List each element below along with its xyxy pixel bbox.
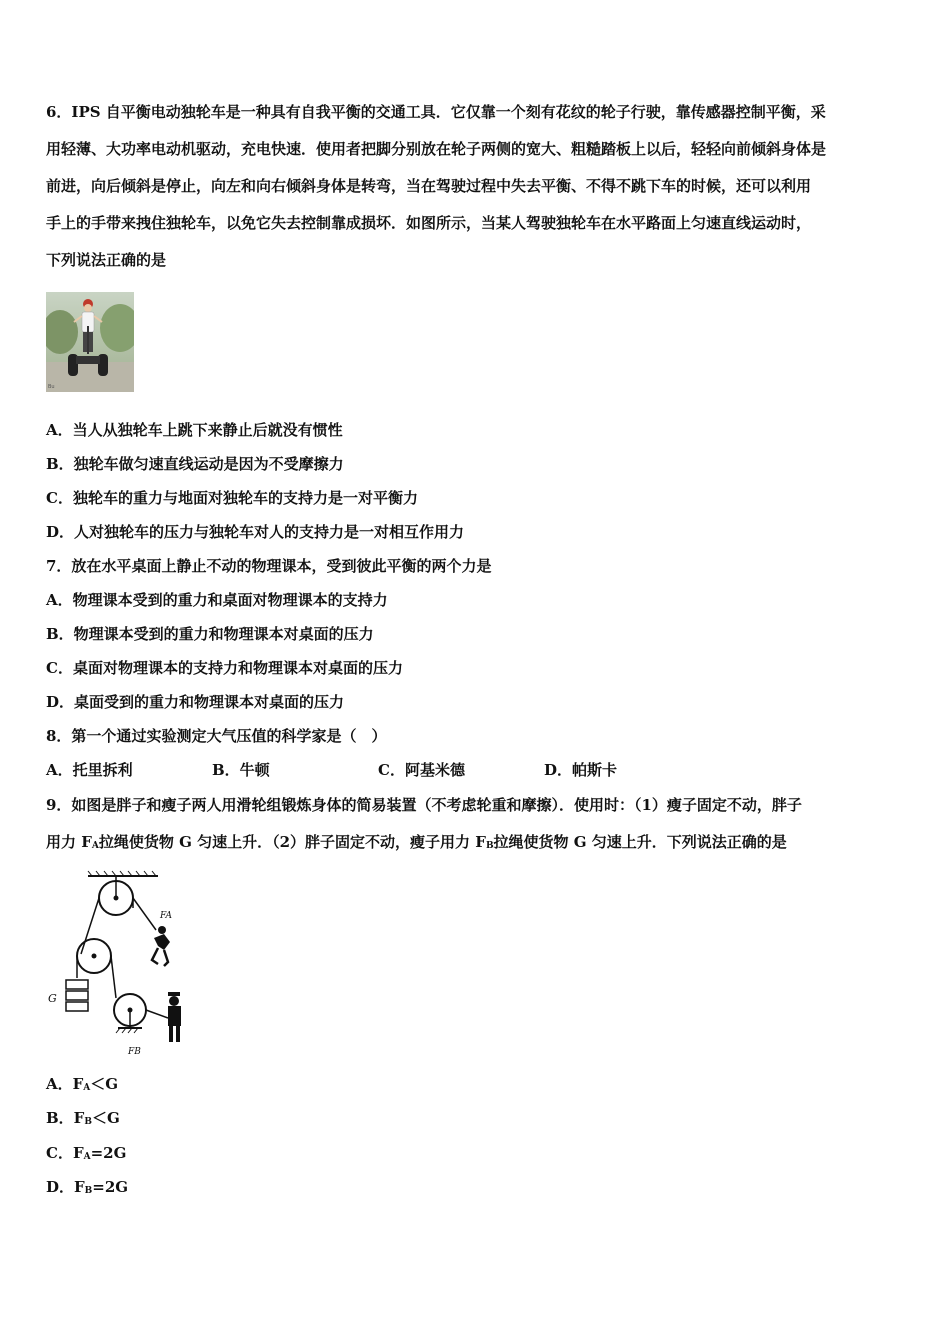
q9-sub-b: B — [485, 841, 494, 851]
q7-option-d: D．桌面受到的重力和物理课本对桌面的压力 — [46, 693, 345, 711]
q8-stem: 8．第一个通过实验测定大气压值的科学家是（ ） — [46, 727, 387, 745]
q7-stem: 7．放在水平桌面上静止不动的物理课本，受到彼此平衡的两个力是 — [46, 557, 492, 575]
q8-option-b: B．牛顿 — [212, 761, 270, 779]
q8-option-d: D．帕斯卡 — [544, 761, 618, 779]
q9-option-a: A．$F_A<G$ — [46, 1075, 119, 1093]
q9-stem-line-1: 9．如图是胖子和瘦子两人用滑轮组锻炼身体的简易装置（不考虑轮重和摩擦）．使用时：（1）瘦子固定不动，胖子 — [46, 796, 802, 814]
q9-option-c: C．$F_A=2G$ — [46, 1144, 127, 1162]
q6-line-2: 用轻薄、大功率电动机驱动，充电快速．使用者把脚分别放在轮子两侧的宽大、粗糙踏板上以后，轻轻向前倾斜身体是 — [46, 140, 827, 158]
q7-option-a: A．物理课本受到的重力和桌面对物理课本的支持力 — [46, 591, 388, 609]
q9-pulley-diagram — [46, 868, 196, 1058]
q6-line-4: 手上的手带来拽住独轮车，以免它失去控制靠成损坏．如图所示，当某人驾驶独轮车在水平路面上匀速直线运动时， — [46, 214, 812, 232]
q8-option-a: A．托里拆利 — [46, 761, 133, 779]
q6-line-3: 前进，向后倾斜是停止，向左和向右倾斜身体是转弯，当在驾驶过程中失去平衡、不得不跳下车的时候，还可以利用 — [46, 177, 812, 195]
q6-unicycle-photo — [46, 292, 134, 392]
q7-option-b: B．物理课本受到的重力和物理课本对桌面的压力 — [46, 625, 374, 643]
svg-text:Bu: Bu — [48, 384, 55, 390]
q9-sub-a: A — [91, 841, 99, 851]
q9-option-d: D．$F_B=2G$ — [46, 1178, 129, 1196]
q9-label-fb: FB — [128, 1047, 141, 1057]
q6-stem — [46, 94, 906, 279]
q8-options — [46, 760, 617, 780]
q6-option-a: A．当人从独轮车上跳下来静止后就没有惯性 — [46, 421, 343, 439]
q7-option-c: C．桌面对物理课本的支持力和物理课本对桌面的压力 — [46, 659, 403, 677]
q6-option-b: B．独轮车做匀速直线运动是因为不受摩擦力 — [46, 455, 344, 473]
q9-text-b: 拉绳使货物 G 匀速上升．（2）胖子固定不动，瘦子用力 F — [98, 833, 486, 851]
q8-option-c: C．阿基米德 — [378, 761, 465, 779]
q9-text-c: 拉绳使货物 G 匀速上升．下列说法正确的是 — [493, 833, 787, 851]
q6-option-c: C．独轮车的重力与地面对独轮车的支持力是一对平衡力 — [46, 489, 418, 507]
q9-label-fa: FA — [160, 911, 172, 921]
q9-text-a: 用力 F — [46, 833, 92, 851]
q6-line-5: 下列说法正确的是 — [46, 251, 167, 269]
q9-label-g: G — [48, 992, 57, 1005]
q6-option-d: D．人对独轮车的压力与独轮车对人的支持力是一对相互作用力 — [46, 523, 465, 541]
q9-option-b: B．$F_B<G$ — [46, 1109, 120, 1127]
q9-stem-line-2 — [46, 832, 787, 856]
q6-line-1: 6．IPS 自平衡电动独轮车是一种具有自我平衡的交通工具．它仅靠一个刻有花纹的轮子行驶，靠传感器控制平衡，采 — [46, 103, 826, 121]
